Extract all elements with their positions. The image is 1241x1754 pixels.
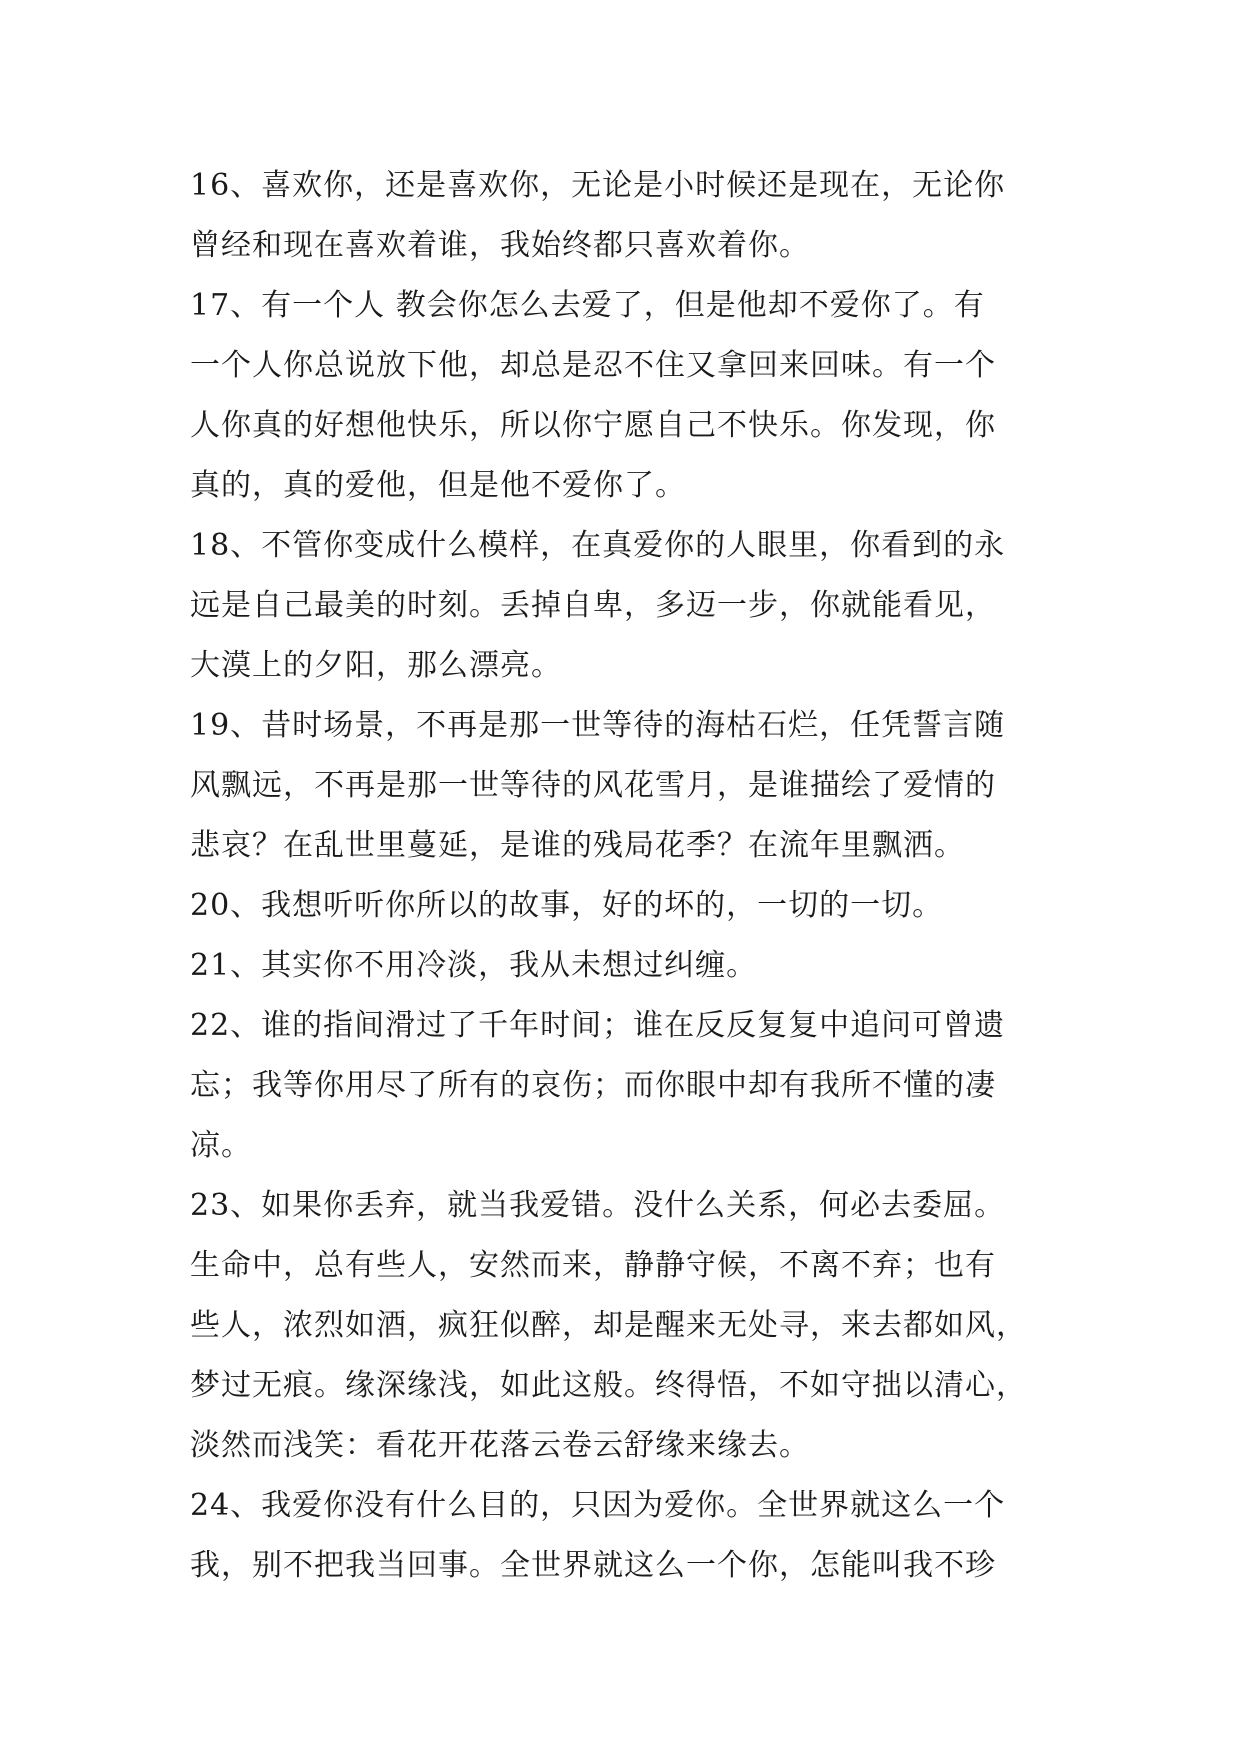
text-line: 我，别不把我当回事。全世界就这么一个你，怎能叫我不珍 (190, 1548, 996, 1583)
text-line: 23、如果你丢弃，就当我爱错。没什么关系，何必去委屈。 (190, 1188, 1006, 1223)
text-line: 悲哀？在乱世里蔓延，是谁的残局花季？在流年里飘洒。 (190, 828, 965, 863)
text-line: 忘；我等你用尽了所有的哀伤；而你眼中却有我所不懂的凄 (190, 1068, 996, 1103)
text-line: 凉。 (190, 1128, 252, 1163)
text-line: 些人，浓烈如酒，疯狂似醉，却是醒来无处寻，来去都如风， (190, 1308, 1027, 1343)
text-line: 18、不管你变成什么模样，在真爱你的人眼里，你看到的永 (190, 528, 1006, 563)
text-line: 21、其实你不用冷淡，我从未想过纠缠。 (190, 948, 758, 983)
text-line: 人你真的好想他快乐，所以你宁愿自己不快乐。你发现，你 (190, 408, 996, 443)
text-line: 风飘远，不再是那一世等待的风花雪月，是谁描绘了爱情的 (190, 768, 996, 803)
text-line: 19、昔时场景，不再是那一世等待的海枯石烂，任凭誓言随 (190, 708, 1006, 743)
text-line: 24、我爱你没有什么目的，只因为爱你。全世界就这么一个 (190, 1488, 1006, 1523)
text-line: 曾经和现在喜欢着谁，我始终都只喜欢着你。 (190, 228, 810, 263)
text-line: 梦过无痕。缘深缘浅，如此这般。终得悟，不如守拙以清心， (190, 1368, 1027, 1403)
text-line: 17、有一个人 教会你怎么去爱了，但是他却不爱你了。有 (190, 288, 985, 323)
text-line: 20、我想听听你所以的故事，好的坏的，一切的一切。 (190, 888, 944, 923)
text-line: 22、谁的指间滑过了千年时间；谁在反反复复中追问可曾遗 (190, 1008, 1006, 1043)
text-line: 淡然而浅笑：看花开花落云卷云舒缘来缘去。 (190, 1428, 810, 1463)
document-body (190, 160, 1060, 1600)
text-line: 真的，真的爱他，但是他不爱你了。 (190, 468, 686, 503)
text-line: 大漠上的夕阳，那么漂亮。 (190, 648, 562, 683)
text-line: 16、喜欢你，还是喜欢你，无论是小时候还是现在，无论你 (190, 168, 1006, 203)
text-line: 生命中，总有些人，安然而来，静静守候，不离不弃；也有 (190, 1248, 996, 1283)
text-line: 一个人你总说放下他，却总是忍不住又拿回来回味。有一个 (190, 348, 996, 383)
text-line: 远是自己最美的时刻。丢掉自卑，多迈一步，你就能看见， (190, 588, 996, 623)
